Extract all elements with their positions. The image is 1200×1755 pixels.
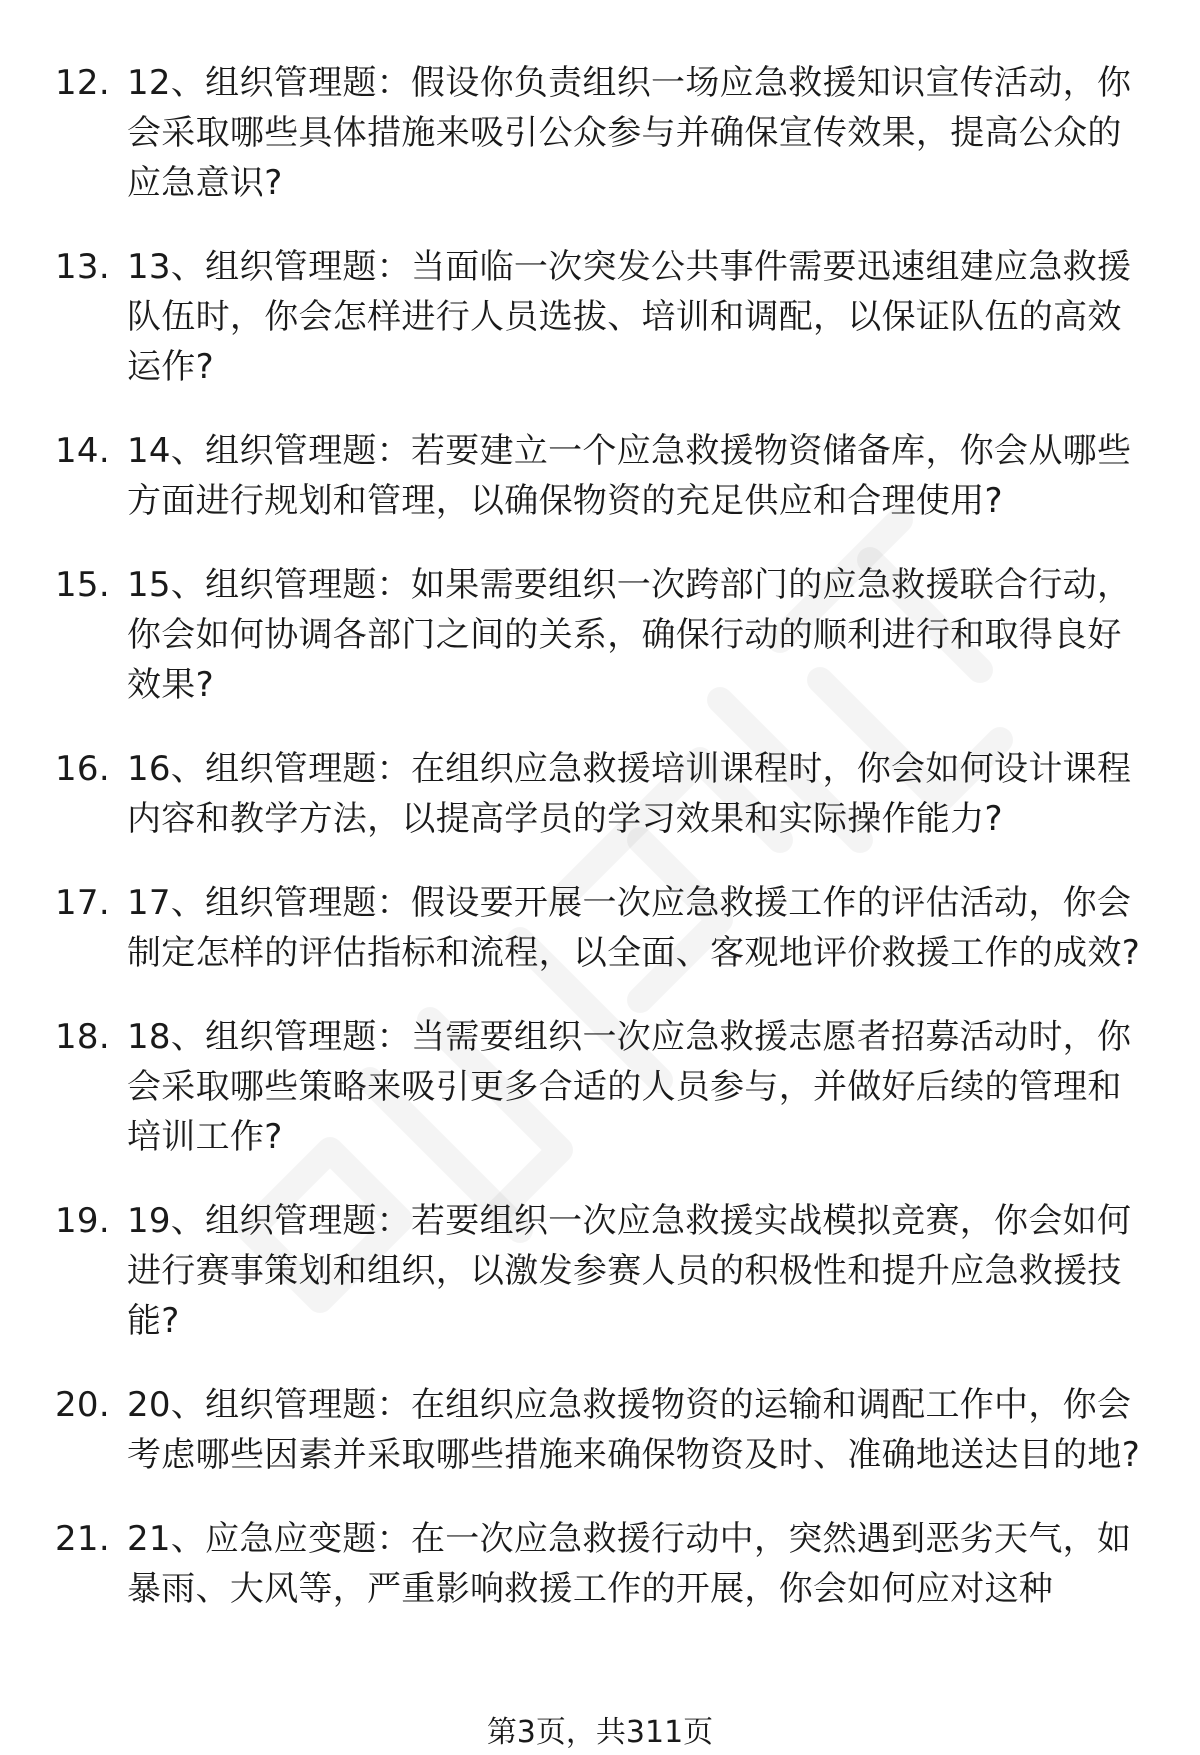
question-item bbox=[0, 1012, 1200, 1162]
question-number: 18. bbox=[55, 1017, 110, 1057]
question-number: 13. bbox=[55, 247, 110, 287]
question-text: 12、组织管理题：假设你负责组织一场应急救援知识宣传活动，你会采取哪些具体措施来吸引公众参与并确保宣传效果，提高公众的应急意识? bbox=[127, 63, 1132, 203]
question-text: 17、组织管理题：假设要开展一次应急救援工作的评估活动，你会制定怎样的评估指标和流程，以全面、客观地评价救援工作的成效? bbox=[127, 883, 1141, 973]
question-text: 15、组织管理题：如果需要组织一次跨部门的应急救援联合行动，你会如何协调各部门之间的关系，确保行动的顺利进行和取得良好效果? bbox=[127, 565, 1132, 705]
question-number: 21. bbox=[55, 1519, 110, 1559]
question-text: 20、组织管理题：在组织应急救援物资的运输和调配工作中，你会考虑哪些因素并采取哪些措施来确保物资及时、准确地送达目的地? bbox=[127, 1385, 1141, 1475]
question-item bbox=[0, 1196, 1200, 1346]
page-footer: 第3页，共311页 bbox=[486, 1715, 714, 1750]
question-text: 18、组织管理题：当需要组织一次应急救援志愿者招募活动时，你会采取哪些策略来吸引更多合适的人员参与，并做好后续的管理和培训工作? bbox=[127, 1017, 1132, 1157]
question-number: 17. bbox=[55, 883, 110, 923]
question-item bbox=[0, 242, 1200, 392]
question-text: 21、应急应变题：在一次应急救援行动中，突然遇到恶劣天气，如暴雨、大风等，严重影响救援工作的开展，你会如何应对这种 bbox=[127, 1519, 1132, 1609]
question-number: 16. bbox=[55, 749, 110, 789]
question-text: 16、组织管理题：在组织应急救援培训课程时，你会如何设计课程内容和教学方法，以提高学员的学习效果和实际操作能力? bbox=[127, 749, 1132, 839]
question-number: 15. bbox=[55, 565, 110, 605]
question-text: 14、组织管理题：若要建立一个应急救援物资储备库，你会从哪些方面进行规划和管理，以确保物资的充足供应和合理使用? bbox=[127, 431, 1132, 521]
question-number: 19. bbox=[55, 1201, 110, 1241]
question-item bbox=[0, 560, 1200, 710]
question-item bbox=[0, 1380, 1200, 1480]
question-item bbox=[0, 1514, 1200, 1614]
question-text: 19、组织管理题：若要组织一次应急救援实战模拟竞赛，你会如何进行赛事策划和组织，以激发参赛人员的积极性和提升应急救援技能? bbox=[127, 1201, 1132, 1341]
question-item bbox=[0, 58, 1200, 208]
question-item bbox=[0, 878, 1200, 978]
question-number: 20. bbox=[55, 1385, 110, 1425]
question-number: 14. bbox=[55, 431, 110, 471]
question-list bbox=[0, 58, 1200, 1648]
question-text: 13、组织管理题：当面临一次突发公共事件需要迅速组建应急救援队伍时，你会怎样进行人员选拔、培训和调配，以保证队伍的高效运作? bbox=[127, 247, 1132, 387]
question-item bbox=[0, 426, 1200, 526]
question-item bbox=[0, 744, 1200, 844]
question-number: 12. bbox=[55, 63, 110, 103]
